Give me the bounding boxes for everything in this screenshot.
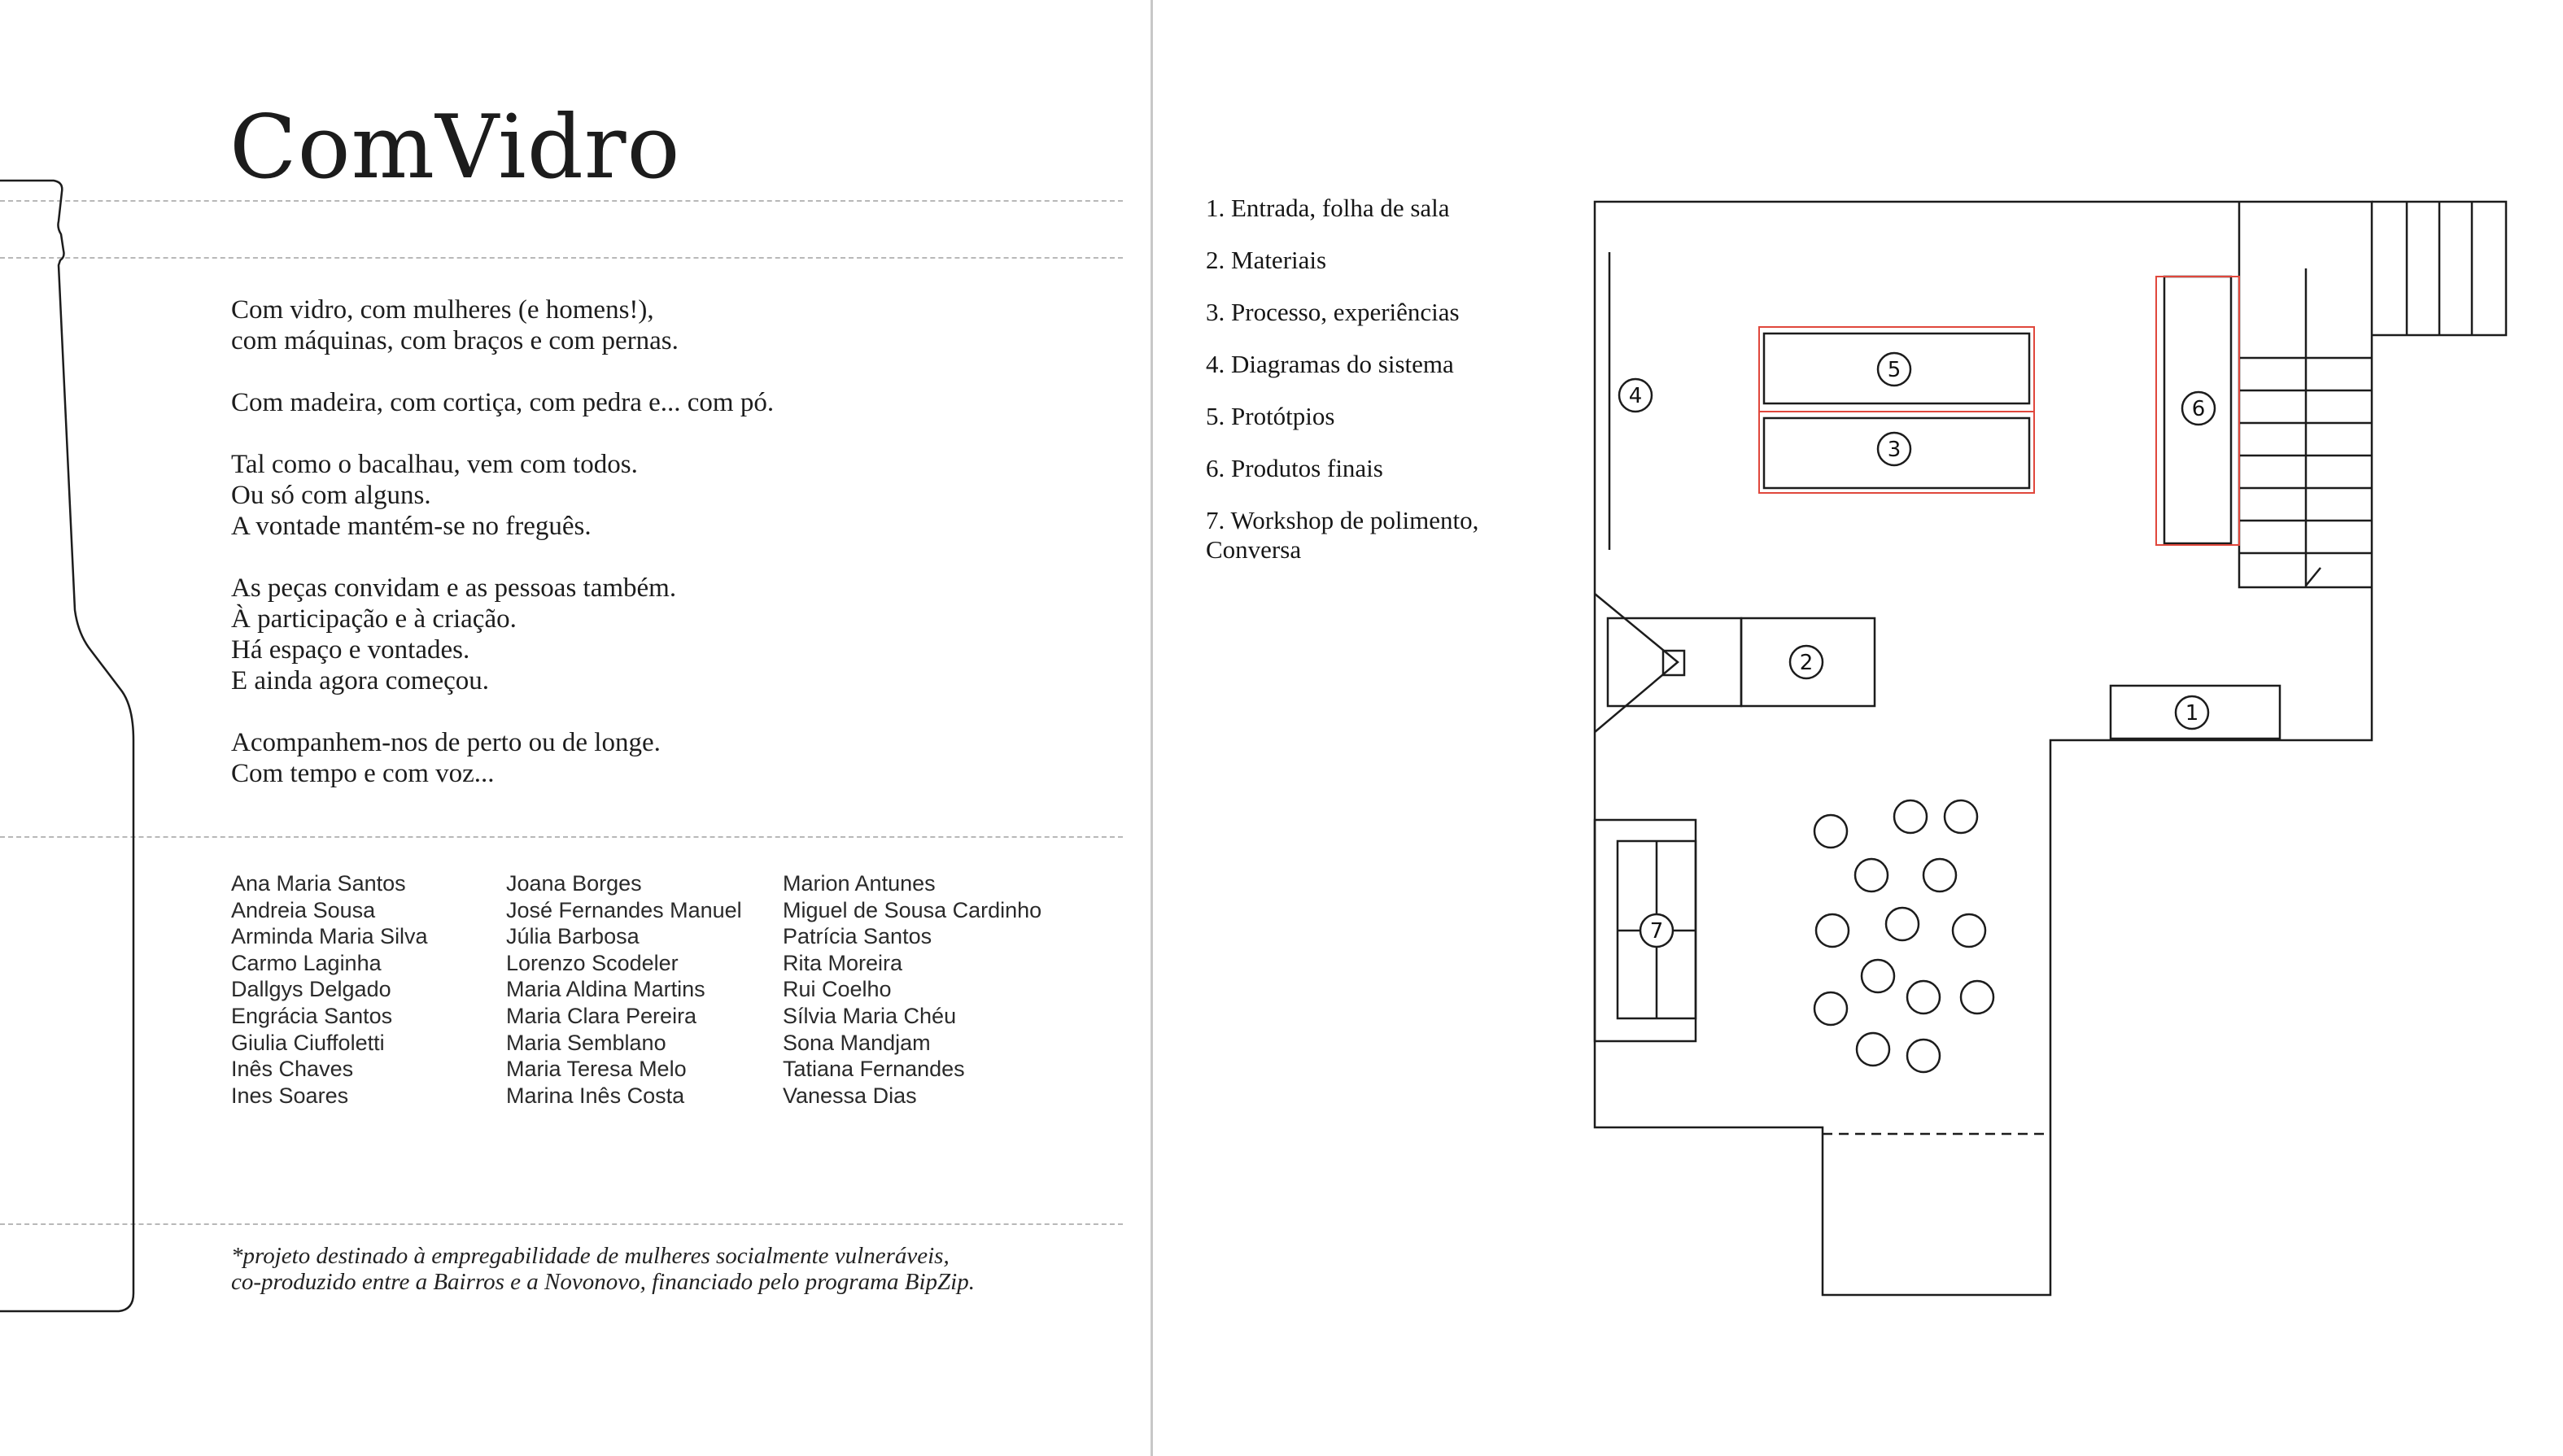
participant-name: Inês Chaves bbox=[231, 1057, 354, 1082]
poem-line: As peças convidam e as pessoas também. bbox=[231, 573, 677, 603]
legend-item-5: 5. Protótpios bbox=[1206, 402, 1335, 430]
materials-table-a bbox=[1608, 618, 1741, 706]
participant-name: Engrácia Santos bbox=[231, 1003, 393, 1028]
dashed-rule bbox=[0, 836, 1123, 838]
marker-1 bbox=[2176, 696, 2208, 729]
legend-item-2: 2. Materiais bbox=[1206, 246, 1327, 274]
marker-6 bbox=[2182, 392, 2215, 425]
participant-name: Giulia Ciuffoletti bbox=[231, 1030, 385, 1055]
participant-name: Tatiana Fernandes bbox=[783, 1057, 965, 1082]
participant-name: Sona Mandjam bbox=[783, 1030, 931, 1055]
participant-name: Júlia Barbosa bbox=[506, 924, 640, 949]
page-spine bbox=[1151, 0, 1153, 1456]
participant-name: Vanessa Dias bbox=[783, 1083, 917, 1108]
legend-item-4: 4. Diagramas do sistema bbox=[1206, 350, 1454, 378]
poem-stanza bbox=[231, 727, 1094, 789]
poem-line: Com vidro, com mulheres (e homens!), bbox=[231, 295, 654, 325]
floor-plan-legend bbox=[1206, 194, 1564, 587]
participant-name: Rita Moreira bbox=[783, 950, 903, 975]
participant-name: Patrícia Santos bbox=[783, 924, 932, 949]
participant-name: Sílvia Maria Chéu bbox=[783, 1003, 957, 1028]
poem-line: com máquinas, com braços e com pernas. bbox=[231, 326, 679, 355]
participant-name: Carmo Laginha bbox=[231, 950, 382, 975]
marker-2 bbox=[1790, 646, 1823, 678]
participant-name: Rui Coelho bbox=[783, 977, 892, 1002]
poem-stanza bbox=[231, 387, 1094, 418]
participant-name: Marina Inês Costa bbox=[506, 1083, 685, 1108]
participants-column-1 bbox=[231, 870, 491, 1109]
poem-stanza bbox=[231, 294, 1094, 356]
poem-line: À participação e à criação. bbox=[231, 604, 517, 634]
participant-name: Marion Antunes bbox=[783, 871, 936, 896]
poem-line: Com madeira, com cortiça, com pedra e... com pó. bbox=[231, 388, 775, 417]
participant-name: Joana Borges bbox=[506, 871, 642, 896]
participant-name: Maria Teresa Melo bbox=[506, 1057, 687, 1082]
participant-name: Maria Semblano bbox=[506, 1030, 666, 1055]
footnote bbox=[231, 1243, 1126, 1295]
poem-line: Ou só com alguns. bbox=[231, 481, 431, 510]
stools bbox=[1814, 800, 1993, 1072]
legend-item-6: 6. Produtos finais bbox=[1206, 454, 1383, 482]
marker-label: 3 bbox=[1887, 438, 1902, 462]
poem-line: Tal como o bacalhau, vem com todos. bbox=[231, 450, 638, 479]
bottle-outline-icon bbox=[0, 171, 163, 1326]
legend-item-7: 7. Workshop de polimento, Conversa bbox=[1206, 506, 1479, 564]
participant-name: Andreia Sousa bbox=[231, 897, 376, 922]
participant-name: Maria Clara Pereira bbox=[506, 1003, 697, 1028]
marker-label: 7 bbox=[1649, 919, 1664, 944]
dashed-rule bbox=[0, 257, 1123, 259]
poem-line: Acompanhem-nos de perto ou de longe. bbox=[231, 728, 661, 757]
marker-label: 5 bbox=[1887, 358, 1902, 382]
legend-item-3: 3. Processo, experiências bbox=[1206, 298, 1460, 326]
left-page bbox=[0, 0, 1151, 1456]
poem-line: Com tempo e com voz... bbox=[231, 759, 495, 788]
dashed-rule bbox=[0, 1223, 1123, 1225]
marker-7 bbox=[1640, 914, 1673, 947]
marker-4 bbox=[1619, 379, 1652, 412]
page-title: ComVidro bbox=[229, 97, 681, 198]
poem bbox=[231, 294, 1094, 820]
marker-5 bbox=[1878, 353, 1910, 386]
poem-stanza bbox=[231, 573, 1094, 696]
participant-name: José Fernandes Manuel bbox=[506, 897, 742, 922]
participant-name: Maria Aldina Martins bbox=[506, 977, 705, 1002]
upper-stair-treads bbox=[2407, 202, 2472, 335]
participant-name: Arminda Maria Silva bbox=[231, 924, 428, 949]
marker-label: 2 bbox=[1799, 651, 1814, 675]
marker-label: 4 bbox=[1628, 384, 1643, 408]
poem-line: E ainda agora começou. bbox=[231, 666, 490, 695]
poem-line: Há espaço e vontades. bbox=[231, 635, 470, 665]
participant-name: Ana Maria Santos bbox=[231, 871, 406, 896]
marker-label: 6 bbox=[2191, 397, 2206, 421]
legend-item-1: 1. Entrada, folha de sala bbox=[1206, 194, 1450, 222]
participant-name: Miguel de Sousa Cardinho bbox=[783, 897, 1042, 922]
outer-wall bbox=[1595, 202, 2372, 1295]
participant-name: Lorenzo Scodeler bbox=[506, 950, 679, 975]
dashed-rule bbox=[0, 200, 1123, 202]
marker-label: 1 bbox=[2185, 701, 2199, 726]
poem-stanza bbox=[231, 449, 1094, 542]
poem-line: A vontade mantém-se no freguês. bbox=[231, 512, 592, 541]
participants-column-2 bbox=[506, 870, 766, 1109]
floor-plan bbox=[1578, 179, 2539, 1318]
marker-3 bbox=[1878, 433, 1910, 465]
participant-name: Ines Soares bbox=[231, 1083, 349, 1108]
footnote-line: co-produzido entre a Bairros e a Novonovo, financiado pelo programa BipZip. bbox=[231, 1269, 975, 1295]
participant-name: Dallgys Delgado bbox=[231, 977, 391, 1002]
footnote-line: *projeto destinado à empregabilidade de mulheres socialmente vulneráveis, bbox=[231, 1243, 950, 1269]
participants-column-3 bbox=[783, 870, 1092, 1109]
